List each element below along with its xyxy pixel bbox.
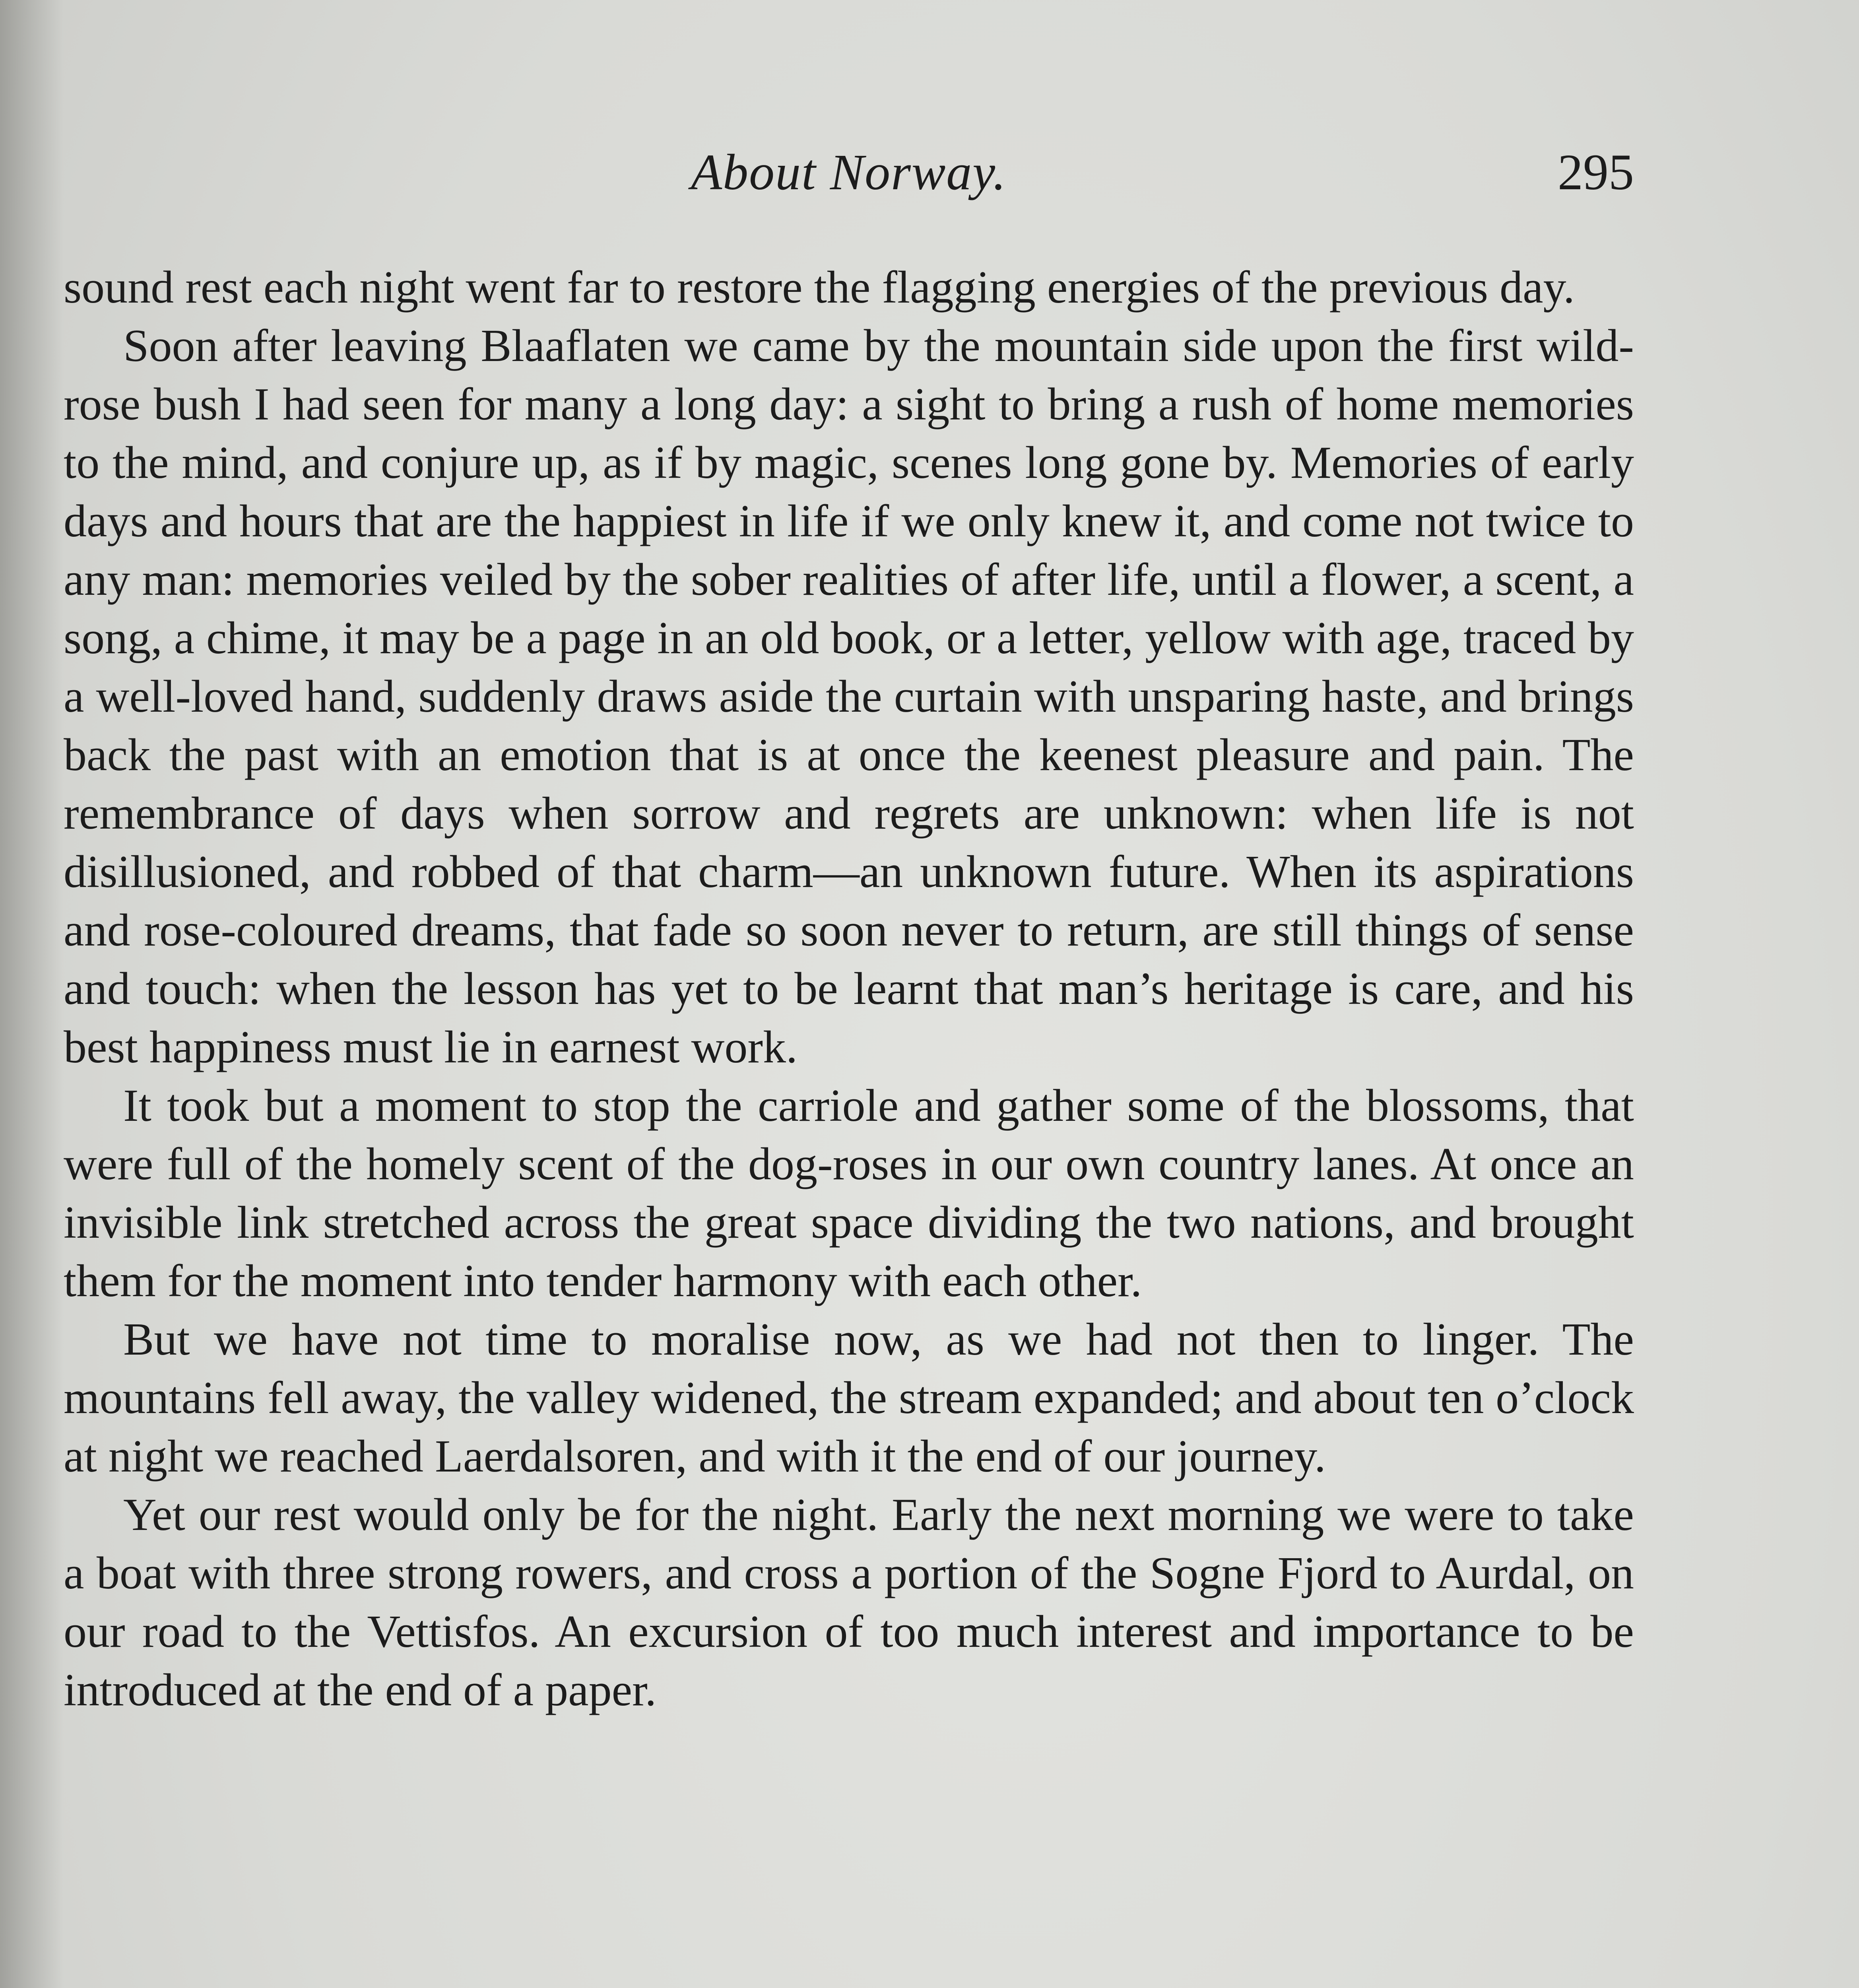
- running-header: [64, 143, 1634, 215]
- body-text: [64, 258, 1634, 1720]
- spine-shadow: [0, 0, 64, 1988]
- page-number: 295: [1558, 144, 1634, 200]
- paragraph-continuation: sound rest each night went far to restore the flagging energies of the previous day.: [64, 262, 1575, 313]
- running-title: About Norway.: [691, 144, 1007, 200]
- paragraph-rest: Yet our rest would only be for the night. Early the next morning we were to take a boat with three strong rowers, and cross a portion of the Sogne Fjord to Aurdal, on our road to the Vettisfos. An excursion of too much interest and importance to be introduced at the end of a paper.: [64, 1489, 1634, 1716]
- paragraph-moralise: But we have not time to moralise now, as we had not then to linger. The mountains fell away, the valley widened, the stream expanded; and about ten o’clock at night we reached Laerdalsoren, and with it the end of our journey.: [64, 1314, 1634, 1482]
- paragraph-wild-rose: Soon after leaving Blaaflaten we came by the mountain side upon the first wild-rose bush I had seen for many a long day: a sight to bring a rush of home memories to the mind, and conjure up, as if by magic, scenes long gone by. Memories of early days and hours that are the happiest in life if we only knew it, and come not twice to any man: memories veiled by the sober realities of after life, until a flower, a scent, a song, a chime, it may be a page in an old book, or a letter, yellow with age, traced by a well-loved hand, suddenly draws aside the curtain with unsparing haste, and brings back the past with an emotion that is at once the keenest pleasure and pain. The remembrance of days when sorrow and regrets are unknown: when life is not disillusioned, and robbed of that charm—an unknown future. When its aspirations and rose-coloured dreams, that fade so soon never to return, are still things of sense and touch: when the lesson has yet to be learnt that man’s heritage is care, and his best happiness must lie in earnest work.: [64, 320, 1634, 1073]
- paragraph-carriole: It took but a moment to stop the carriole and gather some of the blossoms, that were full of the homely scent of the dog-roses in our own country lanes. At once an invisible link stretched across the great space dividing the two nations, and brought them for the moment into tender harmony with each other.: [64, 1080, 1634, 1307]
